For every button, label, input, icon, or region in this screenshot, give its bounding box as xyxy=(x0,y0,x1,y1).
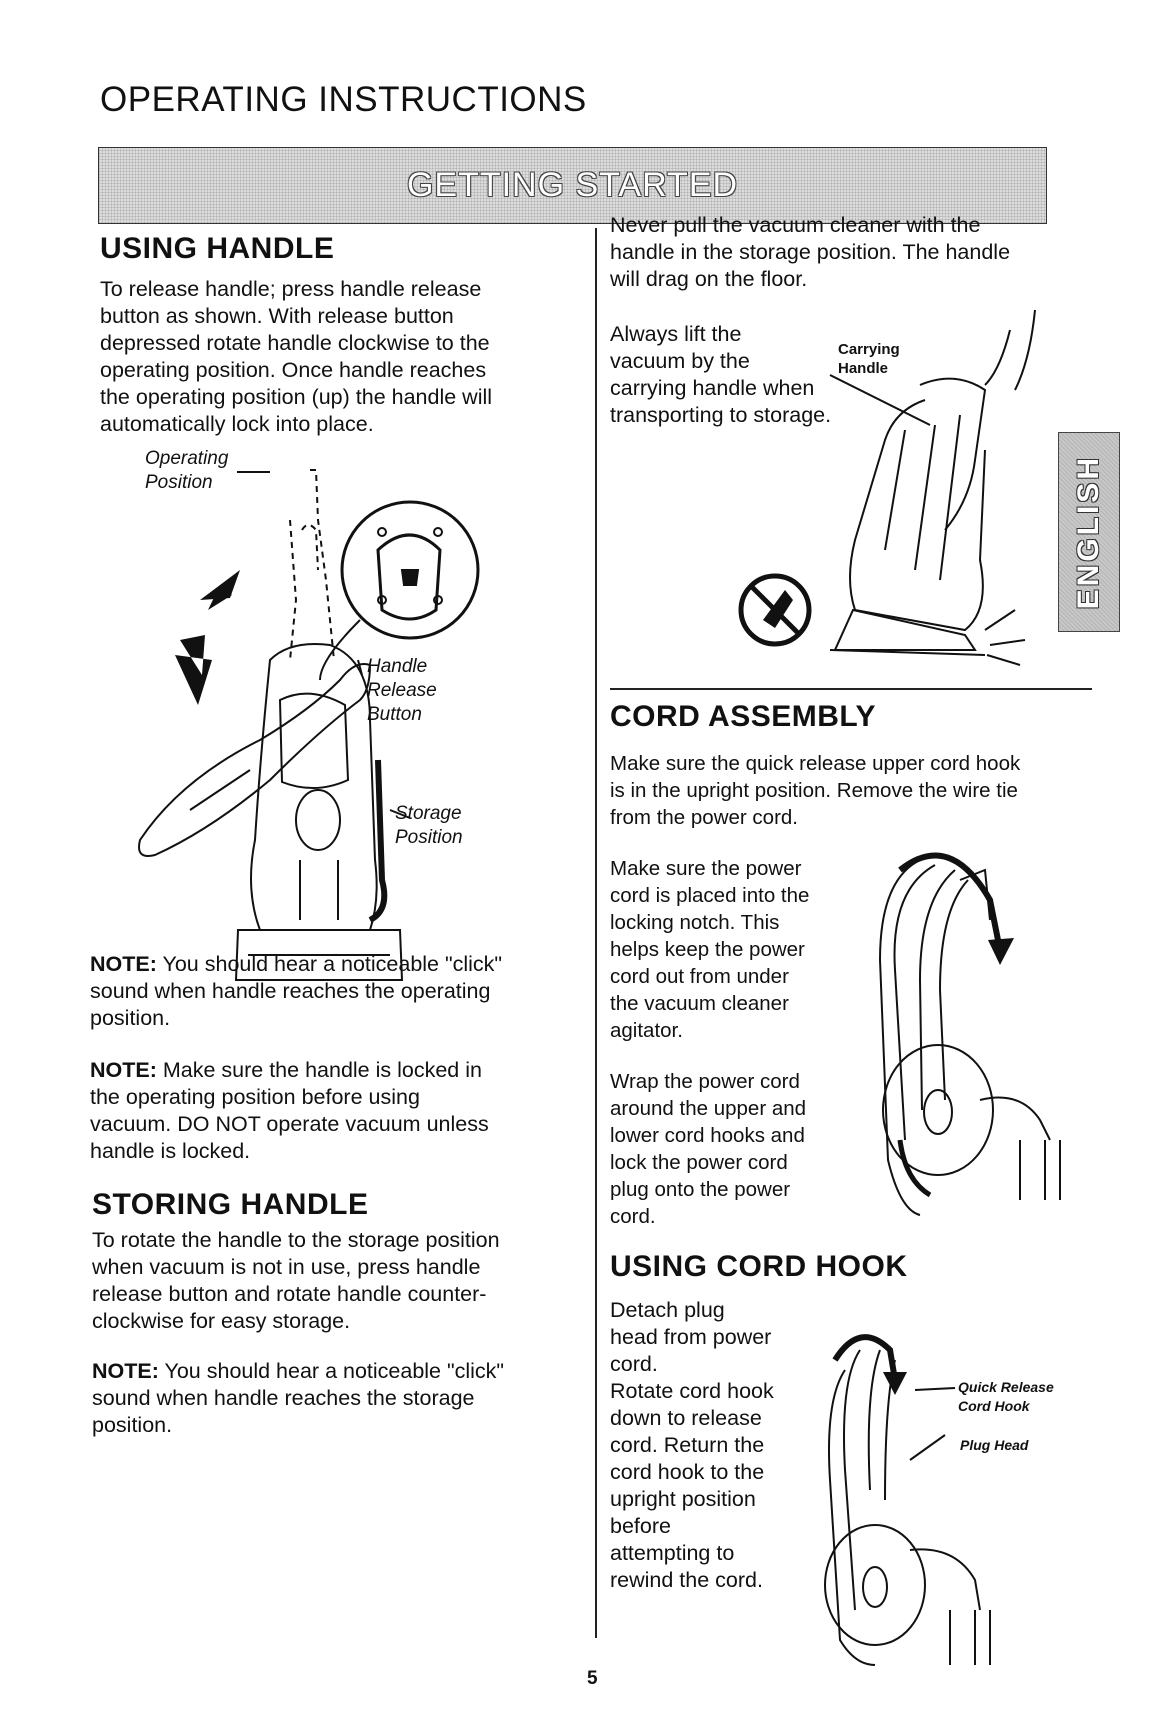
storing-handle-body: To rotate the handle to the storage position when vacuum is not in use, press handle release button and rotate handle counter- clockwise for easy storage. xyxy=(92,1228,500,1333)
quick-release-cord-hook-label: Quick Release Cord Hook xyxy=(958,1379,1054,1414)
using-handle-heading: USING HANDLE xyxy=(100,232,335,265)
handle-release-button-label: Handle Release Button xyxy=(367,656,437,725)
note-label: NOTE: xyxy=(92,1359,159,1383)
plug-head-label: Plug Head xyxy=(960,1437,1029,1453)
handle-illustration xyxy=(120,460,590,1020)
using-handle-body: To release handle; press handle release button as shown. With release button depressed rotate handle clockwise to the operating position. Once handle reaches the operating position (up) the handle will automatically lock into place. xyxy=(100,277,493,436)
operating-position-label: Operating Position xyxy=(145,448,229,493)
storing-handle-heading: STORING HANDLE xyxy=(92,1188,369,1221)
banner-title: GETTING STARTED xyxy=(406,166,739,204)
note-text: Make sure the handle is locked in the operating position before using vacuum. DO NOT operate vacuum unless handle is locked. xyxy=(90,1058,489,1163)
note-click-storage xyxy=(92,1358,592,1439)
cord-assembly-illustration xyxy=(860,840,1070,1230)
always-lift-text: Always lift the vacuum by the carrying handle when transporting to storage. xyxy=(610,322,832,427)
note-label: NOTE: xyxy=(90,952,157,976)
never-pull-text: Never pull the vacuum cleaner with the handle in the storage position. The handle will drag on the floor. xyxy=(610,213,1011,291)
locking-notch-text: Make sure the power cord is placed into the locking notch. This helps keep the power cord out from under the vacuum cleaner agitator. xyxy=(610,857,810,1042)
cord-hook-illustration xyxy=(815,1310,1015,1670)
note-text: You should hear a noticeable "click" sound when handle reaches the storage position. xyxy=(92,1359,505,1437)
note-text: You should hear a noticeable "click" sound when handle reaches the operating position. xyxy=(90,952,503,1030)
carrying-illustration xyxy=(735,310,1055,690)
page-number: 5 xyxy=(587,1668,598,1689)
note-click-operating xyxy=(90,951,590,1032)
column-divider xyxy=(595,228,597,1638)
using-cord-hook-heading: USING CORD HOOK xyxy=(610,1250,908,1283)
using-cord-hook-body: Detach plug head from power cord. Rotate cord hook down to release cord. Return the cord hook to the upright position before attempting to rewind the cord. xyxy=(610,1298,774,1592)
page-title: OPERATING INSTRUCTIONS xyxy=(100,80,587,119)
note-handle-locked xyxy=(90,1057,590,1165)
language-tab-label: ENGLISH xyxy=(1072,454,1105,610)
note-label: NOTE: xyxy=(90,1058,157,1082)
cord-assembly-heading: CORD ASSEMBLY xyxy=(610,700,876,733)
wrap-cord-text: Wrap the power cord around the upper and lower cord hooks and lock the power cord plug onto the power cord. xyxy=(610,1070,807,1228)
cord-assembly-intro: Make sure the quick release upper cord hook is in the upright position. Remove the wire tie from the power cord. xyxy=(610,752,1021,829)
language-tab xyxy=(1058,432,1120,632)
storage-position-label: Storage Position xyxy=(395,803,463,848)
carrying-handle-label: Carrying Handle xyxy=(838,341,900,377)
